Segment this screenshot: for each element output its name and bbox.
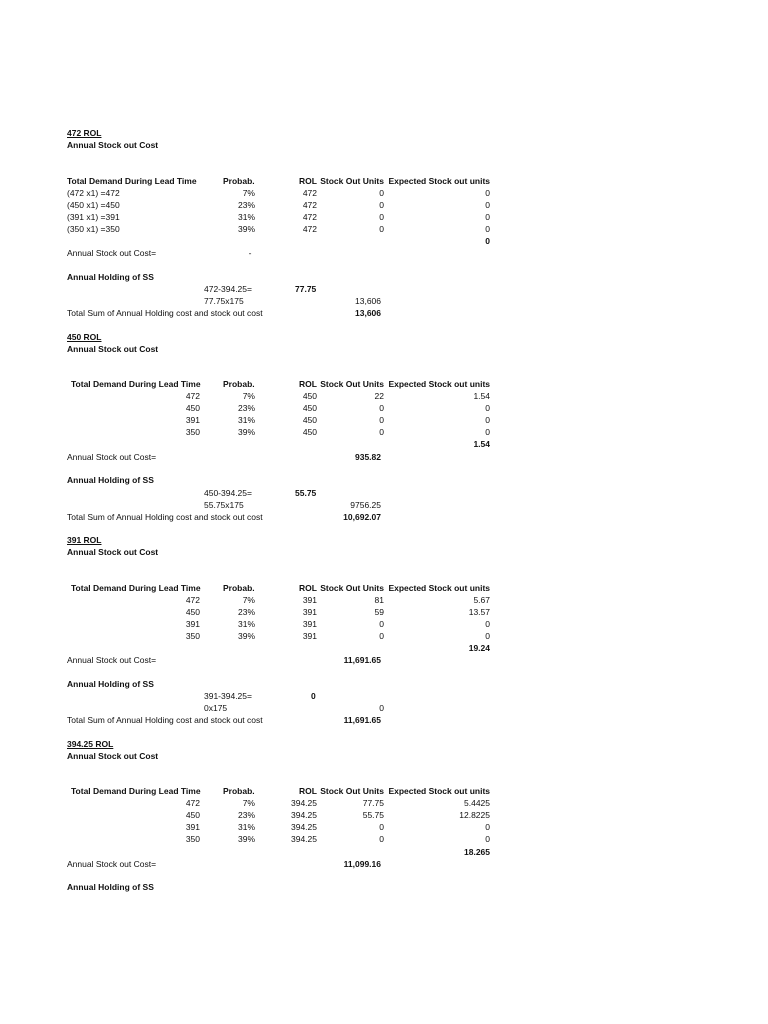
- holding-formula-1: 472-394.25=: [204, 284, 252, 294]
- holding-value-1: 0: [311, 691, 316, 701]
- row-expected: 0: [485, 188, 490, 198]
- row-demand: 450: [185, 607, 200, 617]
- row-rol: 472: [302, 212, 317, 222]
- holding-formula-2: 77.75x175: [204, 296, 244, 306]
- header-demand: Total Demand During Lead Time: [71, 583, 201, 593]
- stockout-cost-value: -: [248, 248, 252, 258]
- total-label: Total Sum of Annual Holding cost and stock out cost: [67, 715, 263, 725]
- header-expected-stock-out: Expected Stock out units: [388, 379, 490, 389]
- row-prob: 31%: [237, 822, 255, 832]
- row-rol: 472: [302, 188, 317, 198]
- row-rol: 391: [302, 595, 317, 605]
- row-demand: 472: [185, 595, 200, 605]
- section-title: 472 ROL: [67, 128, 102, 138]
- header-rol: ROL: [299, 176, 317, 186]
- row-expected: 0: [485, 631, 490, 641]
- row-prob: 7%: [242, 595, 255, 605]
- holding-value-2: 9756.25: [350, 500, 381, 510]
- row-stock-out: 0: [379, 822, 384, 832]
- row-expected: 1.54: [473, 391, 490, 401]
- stockout-cost-value: 11,691.65: [343, 655, 381, 665]
- row-demand: 350: [185, 427, 200, 437]
- stockout-cost-label: Annual Stock out Cost=: [67, 248, 157, 258]
- row-demand: 472: [185, 391, 200, 401]
- section-subtitle: Annual Stock out Cost: [67, 547, 159, 557]
- stockout-cost-value: 935.82: [355, 452, 381, 462]
- row-demand: 391: [185, 415, 200, 425]
- row-stock-out: 0: [379, 403, 384, 413]
- header-rol: ROL: [299, 583, 317, 593]
- row-demand: (391 x1) =391: [67, 212, 120, 222]
- holding-value-1: 55.75: [295, 488, 317, 498]
- row-stock-out: 59: [374, 607, 384, 617]
- header-demand: Total Demand During Lead Time: [67, 176, 197, 186]
- total-value: 10,692.07: [343, 512, 381, 522]
- row-stock-out: 0: [379, 631, 384, 641]
- section-title: 394.25 ROL: [67, 739, 114, 749]
- row-prob: 7%: [242, 798, 255, 808]
- row-rol: 394.25: [291, 798, 317, 808]
- row-expected: 5.67: [473, 595, 490, 605]
- row-rol: 450: [302, 427, 317, 437]
- holding-formula-1: 450-394.25=: [204, 488, 252, 498]
- row-prob: 23%: [237, 810, 255, 820]
- holding-formula-2: 55.75x175: [204, 500, 244, 510]
- row-prob: 7%: [242, 188, 255, 198]
- header-probab: Probab.: [223, 379, 255, 389]
- holding-label: Annual Holding of SS: [67, 882, 154, 892]
- header-expected-stock-out: Expected Stock out units: [388, 176, 490, 186]
- row-expected: 0: [485, 415, 490, 425]
- row-demand: 472: [185, 798, 200, 808]
- row-demand: 450: [185, 403, 200, 413]
- row-prob: 31%: [237, 415, 255, 425]
- row-rol: 394.25: [291, 810, 317, 820]
- row-stock-out: 0: [379, 619, 384, 629]
- row-stock-out: 22: [374, 391, 384, 401]
- row-rol: 472: [302, 200, 317, 210]
- total-label: Total Sum of Annual Holding cost and stock out cost: [67, 308, 263, 318]
- row-demand: (350 x1) =350: [67, 224, 120, 234]
- header-demand: Total Demand During Lead Time: [71, 786, 201, 796]
- row-rol: 391: [302, 631, 317, 641]
- holding-label: Annual Holding of SS: [67, 272, 154, 282]
- row-stock-out: 55.75: [362, 810, 384, 820]
- total-value: 13,606: [355, 308, 381, 318]
- holding-formula-1: 391-394.25=: [204, 691, 252, 701]
- holding-label: Annual Holding of SS: [67, 679, 154, 689]
- expected-total: 0: [485, 236, 490, 246]
- header-demand: Total Demand During Lead Time: [71, 379, 201, 389]
- header-stock-out-units: Stock Out Units: [320, 176, 384, 186]
- row-rol: 391: [302, 607, 317, 617]
- header-rol: ROL: [299, 786, 317, 796]
- row-prob: 31%: [237, 212, 255, 222]
- row-stock-out: 77.75: [362, 798, 384, 808]
- row-prob: 23%: [237, 200, 255, 210]
- row-stock-out: 0: [379, 200, 384, 210]
- row-prob: 23%: [237, 403, 255, 413]
- row-expected: 0: [485, 834, 490, 844]
- holding-value-2: 0: [379, 703, 384, 713]
- header-expected-stock-out: Expected Stock out units: [388, 583, 490, 593]
- stockout-cost-label: Annual Stock out Cost=: [67, 859, 157, 869]
- row-expected: 0: [485, 619, 490, 629]
- section-subtitle: Annual Stock out Cost: [67, 344, 159, 354]
- row-rol: 472: [302, 224, 317, 234]
- total-value: 11,691.65: [343, 715, 381, 725]
- row-prob: 39%: [237, 427, 255, 437]
- row-demand: 391: [185, 822, 200, 832]
- header-probab: Probab.: [223, 786, 255, 796]
- row-expected: 5.4425: [464, 798, 490, 808]
- row-prob: 39%: [237, 224, 255, 234]
- row-stock-out: 0: [379, 212, 384, 222]
- row-demand: 450: [185, 810, 200, 820]
- stockout-cost-label: Annual Stock out Cost=: [67, 452, 157, 462]
- row-rol: 394.25: [291, 822, 317, 832]
- total-label: Total Sum of Annual Holding cost and stock out cost: [67, 512, 263, 522]
- stockout-cost-value: 11,099.16: [343, 859, 381, 869]
- header-probab: Probab.: [223, 583, 255, 593]
- row-demand: (450 x1) =450: [67, 200, 120, 210]
- section-title: 450 ROL: [67, 332, 102, 342]
- row-expected: 0: [485, 427, 490, 437]
- row-rol: 391: [302, 619, 317, 629]
- row-prob: 39%: [237, 834, 255, 844]
- holding-label: Annual Holding of SS: [67, 475, 154, 485]
- row-stock-out: 81: [374, 595, 384, 605]
- row-expected: 0: [485, 200, 490, 210]
- holding-value-1: 77.75: [295, 284, 317, 294]
- stockout-cost-label: Annual Stock out Cost=: [67, 655, 157, 665]
- holding-value-2: 13,606: [355, 296, 381, 306]
- row-prob: 7%: [242, 391, 255, 401]
- section-title: 391 ROL: [67, 535, 102, 545]
- row-prob: 23%: [237, 607, 255, 617]
- row-expected: 0: [485, 224, 490, 234]
- row-stock-out: 0: [379, 188, 384, 198]
- expected-total: 18.265: [464, 847, 490, 857]
- row-stock-out: 0: [379, 427, 384, 437]
- row-demand: (472 x1) =472: [67, 188, 120, 198]
- row-stock-out: 0: [379, 224, 384, 234]
- row-demand: 350: [185, 631, 200, 641]
- expected-total: 1.54: [473, 439, 490, 449]
- row-prob: 39%: [237, 631, 255, 641]
- row-expected: 12.8225: [459, 810, 490, 820]
- row-expected: 0: [485, 822, 490, 832]
- row-expected: 13.57: [468, 607, 490, 617]
- row-stock-out: 0: [379, 834, 384, 844]
- row-rol: 450: [302, 403, 317, 413]
- header-stock-out-units: Stock Out Units: [320, 379, 384, 389]
- row-rol: 394.25: [291, 834, 317, 844]
- row-rol: 450: [302, 415, 317, 425]
- row-demand: 350: [185, 834, 200, 844]
- row-expected: 0: [485, 212, 490, 222]
- header-rol: ROL: [299, 379, 317, 389]
- section-subtitle: Annual Stock out Cost: [67, 751, 159, 761]
- row-demand: 391: [185, 619, 200, 629]
- row-rol: 450: [302, 391, 317, 401]
- header-probab: Probab.: [223, 176, 255, 186]
- expected-total: 19.24: [468, 643, 490, 653]
- header-expected-stock-out: Expected Stock out units: [388, 786, 490, 796]
- holding-formula-2: 0x175: [204, 703, 228, 713]
- row-stock-out: 0: [379, 415, 384, 425]
- header-stock-out-units: Stock Out Units: [320, 786, 384, 796]
- row-expected: 0: [485, 403, 490, 413]
- row-prob: 31%: [237, 619, 255, 629]
- header-stock-out-units: Stock Out Units: [320, 583, 384, 593]
- section-subtitle: Annual Stock out Cost: [67, 140, 159, 150]
